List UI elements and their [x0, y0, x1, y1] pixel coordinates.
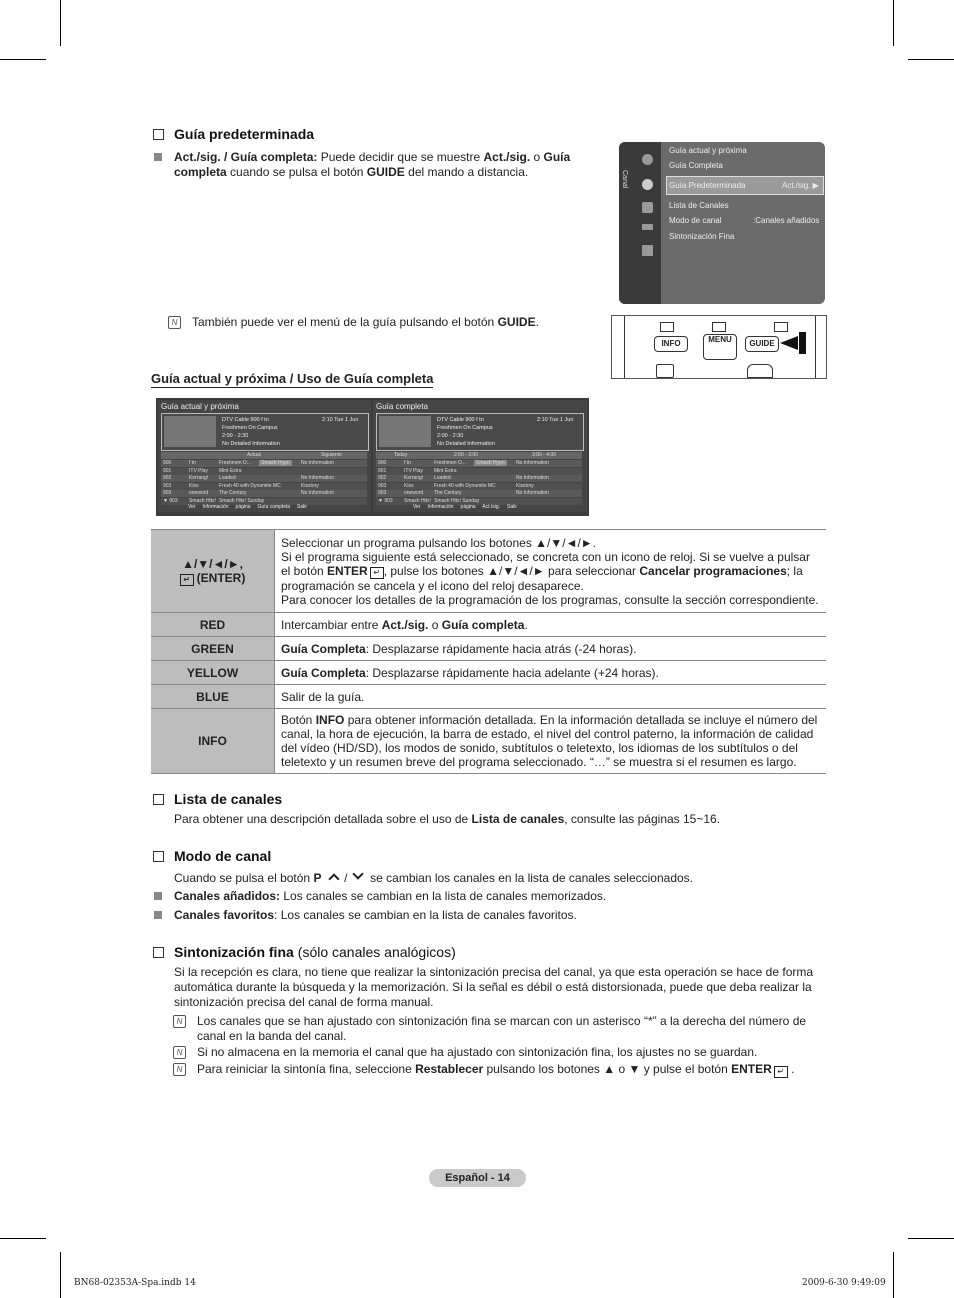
sint-paragraph: Si la recepción es clara, no tiene que realizar la sintonización precisa del canal, ya que esta operación se hace de forma automática durante la búsqueda y la memorización. Si la señal es débil o está distorsionada, puede que deba realizar la sintonización precisa del canal de forma manual. [174, 965, 814, 1009]
guide-row-channel-name: ITV Play [404, 467, 423, 474]
key-name: RED [199, 617, 226, 632]
description-text: . [524, 617, 528, 632]
key-description-cell [275, 613, 827, 637]
subsection-title: Guía actual y próxima / Uso de Guía completa [151, 371, 434, 386]
guide-info-time: 2:10 Tue 1 Jun [322, 417, 359, 423]
tv-menu-item[interactable]: Sintonización Fina [669, 232, 735, 241]
description-text: o [428, 617, 442, 632]
guide-row-current-program: Mint Extra [434, 467, 457, 474]
guide-row-channel-number: 902 [163, 475, 172, 481]
key-description-cell [275, 637, 827, 661]
key-table-row [151, 613, 826, 637]
key-description-line [281, 593, 820, 607]
checkbox-icon [153, 794, 164, 805]
key-description-line [281, 642, 820, 656]
key-table-row [151, 709, 826, 774]
input-icon [642, 224, 653, 230]
key-table-row [151, 685, 826, 709]
column-now: Actual [247, 452, 261, 458]
key-name: INFO [198, 734, 227, 748]
enter-icon: ↵ [774, 1066, 788, 1078]
crop-mark [893, 1252, 894, 1298]
emphasis-text: Guía Completa [281, 641, 366, 656]
key-name: GREEN [191, 641, 234, 656]
tv-menu-mode-value: :Canales añadidos [753, 216, 820, 225]
section-title-guia: Guía predeterminada [153, 126, 314, 142]
guide-row-channel-name: Smash Hits! [404, 497, 431, 504]
description-text: , pulse los botones ▲/▼/◄/► para seleccionar [383, 563, 640, 578]
description-text: para obtener información detallada. En la información detallada se incluye el número del canal, la hora de ejecución, la barra de estado, el nivel del control paterno, la información de calidad del vídeo (HD/SD), los modos de sonido, subtítulos o teletexto, los idiomas de los subtítulos o del teletexto y un resumen breve del programa seleccionado. “…” se muestra si el resumen es largo. [281, 713, 818, 769]
guide-row-channel-name: Kiss [189, 482, 199, 489]
guide-panel-title: Guía actual y próxima [161, 402, 239, 411]
footer-page: página [460, 504, 476, 510]
key-description-cell [275, 661, 827, 685]
key-name-2: (ENTER) [196, 570, 246, 585]
key-description-line [281, 618, 820, 632]
section-title-sintonizacion: Sintonización fina (sólo canales analógicos) [153, 944, 456, 960]
guide-row-current-program: Fresh 40 with Dynamite MC [434, 482, 496, 489]
emphasis-text: INFO [315, 713, 345, 727]
checkbox-icon [153, 129, 164, 140]
key-description-cell [275, 685, 827, 709]
guide-row-current-program: Freshmen O... [434, 460, 466, 466]
bullet-square-icon [154, 153, 162, 161]
remote-small-button[interactable] [712, 322, 726, 332]
emphasis-text: ENTER [327, 563, 368, 578]
remote-control-illustration [611, 315, 827, 379]
modo-bullet: Canales añadidos: Los canales se cambian en la lista de canales memorizados. [174, 889, 824, 904]
footer-info: Información [202, 504, 229, 510]
remote-small-button[interactable] [660, 322, 674, 332]
key-name-cell [151, 613, 275, 637]
footer-now-next: Act./sig. [482, 504, 501, 510]
guide-row[interactable] [376, 468, 582, 475]
footer-ver: Ver [188, 504, 196, 510]
exit-button[interactable] [747, 364, 773, 378]
tv-menu-item-selected[interactable]: Guía Predeterminada [669, 181, 746, 190]
footer-exit: Salir [297, 504, 308, 510]
crop-mark [893, 0, 894, 46]
column-next: Siguiente [321, 452, 342, 458]
guide-row[interactable] [376, 460, 582, 467]
guide-button[interactable]: GUIDE [745, 336, 779, 352]
guide-row-channel-number: 903 [378, 490, 387, 496]
description-text: Salir de la guía. [281, 689, 365, 704]
guide-row-channel-name: Smash Hits! [189, 497, 216, 504]
guide-row-channel-number: 903 [163, 482, 172, 489]
footer-file-name: BN68-02353A-Spa.indb 14 [74, 1278, 196, 1288]
guide-info-details: No Detailed Information [437, 441, 495, 447]
program-thumbnail [379, 416, 431, 447]
key-description-line [281, 550, 820, 593]
guide-row-current-program-2: Smash Hypn [261, 460, 290, 466]
guide-row-channel-number: 900 [163, 460, 172, 466]
guide-row-current-program: The Century [219, 490, 247, 496]
application-icon [642, 245, 653, 256]
footer-page: página [235, 504, 251, 510]
sint-note: N Si no almacena en la memoria el canal que ha ajustado con sintonización fina, los ajustes no se guardan. [197, 1045, 824, 1060]
guide-full-panel [373, 400, 587, 512]
key-name: ▲/▼/◄/►, [182, 556, 243, 571]
guia-bullet: Act./sig. / Guía completa: Puede decidir que se muestre Act./sig. o Guía completa cuando se pulsa el botón GUIDE del mando a distancia. [174, 150, 574, 180]
guide-info-channel: DTV Cable 900 f tn [222, 417, 269, 423]
emphasis-text: Guía completa [441, 617, 525, 632]
note-icon: N [173, 1063, 186, 1076]
guide-row-next-program: Kisstory [516, 482, 534, 489]
guide-info-box [376, 413, 584, 451]
guide-row-channel-number: 902 [378, 475, 387, 481]
guide-info-box [161, 413, 369, 451]
key-table-row [151, 637, 826, 661]
guide-row-current-program: Smash Hits! Sunday [434, 497, 480, 504]
key-function-table [151, 529, 826, 774]
bullet-square-icon [154, 911, 162, 919]
modo-bullet: Canales favoritos: Los canales se cambian en la lista de canales favoritos. [174, 908, 824, 923]
guide-header-row [376, 452, 582, 459]
crop-mark [0, 1238, 46, 1239]
guide-row[interactable] [161, 475, 367, 482]
tv-menu-screenshot [619, 142, 825, 304]
guide-now-next-panel [158, 400, 371, 512]
settings-icon [642, 202, 653, 213]
guide-row-next-program: No Information [301, 490, 334, 496]
column-today: Today [394, 452, 408, 458]
guide-row-channel-name: Kiss [404, 482, 414, 489]
pointer-arrow-icon [780, 336, 798, 350]
program-thumbnail [164, 416, 216, 447]
sint-note: N Los canales que se han ajustado con sintonización fina se marcan con un asterisco “*” a la derecha del número de canal en la banda del canal. [197, 1014, 824, 1044]
description-text: : Desplazarse rápidamente hacia adelante (+24 horas). [365, 665, 659, 680]
guide-row-channel-name: ITV Play [189, 467, 208, 474]
crop-mark [0, 59, 46, 60]
guide-row-channel-name: oneword [189, 490, 209, 496]
checkbox-icon [153, 851, 164, 862]
tv-menu-sidebar [619, 142, 661, 304]
crop-mark [908, 59, 954, 60]
guide-row-current-program-2: Smash Hypn [476, 460, 505, 466]
sint-note: N Para reiniciar la sintonía fina, seleccione Restablecer pulsando los botones ▲ o ▼ y pulse el botón ENTER ↵ . [197, 1062, 824, 1078]
key-name-cell [151, 661, 275, 685]
guide-row-current-program: Loaded [219, 475, 236, 481]
description-text: Seleccionar un programa pulsando los botones ▲/▼/◄/►. [281, 535, 597, 550]
tv-menu-item[interactable]: Guía actual y próxima [669, 146, 747, 155]
footer-full-guide: Guía completa [257, 504, 291, 510]
guide-row-channel-name: f tn [189, 460, 196, 466]
channel-icon [642, 179, 653, 190]
guide-row-channel-number: ▼ 903 [163, 497, 178, 504]
key-table-row [151, 530, 826, 613]
guide-info-details: No Detailed Information [222, 441, 280, 447]
key-name: BLUE [196, 689, 229, 704]
guide-row[interactable] [376, 483, 582, 490]
picture-icon [642, 154, 653, 165]
lista-paragraph: Para obtener una descripción detallada sobre el uso de Lista de canales, consulte las páginas 15~16. [174, 812, 721, 826]
column-time-1: 2:00 - 3:00 [454, 452, 478, 458]
guide-row[interactable] [376, 490, 582, 497]
pointer-bar-icon [799, 332, 806, 354]
note-icon: N [173, 1015, 186, 1028]
description-text: Para conocer los detalles de la programación de los programas, consulte la sección correspondiente. [281, 592, 819, 607]
description-text: : Desplazarse rápidamente hacia atrás (-24 horas). [365, 641, 637, 656]
modo-paragraph: Cuando se pulsa el botón P / se cambian los canales en la lista de canales seleccionados. [174, 870, 824, 886]
note-icon: N [173, 1046, 186, 1059]
section-title-modo: Modo de canal [153, 848, 271, 864]
guide-row-channel-name: Kerrang! [189, 475, 209, 481]
key-description-line [281, 713, 820, 769]
guide-row-current-program: Loaded [434, 475, 451, 481]
guide-row[interactable] [161, 483, 367, 490]
key-description-cell [275, 530, 827, 613]
guide-row-channel-number: ▼ 903 [378, 497, 393, 504]
crop-mark [60, 0, 61, 46]
key-description-line [281, 666, 820, 680]
guide-header-row [161, 452, 367, 459]
guide-info-slot: 2:00 - 2:30 [437, 433, 464, 439]
guide-row-channel-name: Kerrang! [404, 475, 424, 481]
guide-info-time: 2:10 Tue 1 Jun [537, 417, 574, 423]
tv-menu-side-label: Canal [621, 170, 628, 189]
tv-menu-selected-value: Act./sig. ▶ [782, 181, 819, 190]
guide-row-channel-number: 903 [163, 490, 172, 496]
info-button[interactable]: INFO [654, 336, 688, 352]
key-description-line [281, 536, 820, 550]
guide-row-channel-name: f tn [404, 460, 411, 466]
tv-menu-item[interactable]: Lista de Canales [669, 201, 729, 210]
menu-button[interactable]: MENU [703, 334, 737, 360]
guide-row-channel-number: 901 [378, 467, 387, 474]
guide-row[interactable] [161, 490, 367, 497]
key-name-cell [151, 685, 275, 709]
description-text: ; la programación se cancela y el icono del reloj desaparece. [281, 563, 803, 593]
checkbox-icon [153, 947, 164, 958]
guide-row[interactable] [161, 468, 367, 475]
guide-panel-title: Guía completa [376, 402, 429, 411]
emphasis-text: Guía Completa [281, 665, 366, 680]
key-name-cell [151, 637, 275, 661]
guide-row-current-program: Fresh 40 with Dynamite MC [219, 482, 281, 489]
note-icon: N [168, 316, 181, 329]
guide-row-channel-number: 900 [378, 460, 387, 466]
chevron-down-icon [352, 868, 363, 879]
guide-info-channel: DTV Cable 900 f tn [437, 417, 484, 423]
guide-row-channel-number: 901 [163, 467, 172, 474]
emphasis-text: Cancelar programaciones [639, 563, 787, 578]
guide-row-current-program: Mint Extra [219, 467, 242, 474]
guide-row-next-program: No Information [516, 475, 549, 481]
guide-row[interactable] [161, 460, 367, 467]
key-description-line [281, 690, 820, 704]
guide-row-current-program: Freshmen O... [219, 460, 251, 466]
crop-mark [908, 1238, 954, 1239]
footer-info: Información [427, 504, 454, 510]
guide-row-next-program: No Information [301, 460, 334, 466]
guide-row-next-program: No Information [516, 460, 549, 466]
guide-screenshots [156, 398, 589, 516]
emphasis-text: Act./sig. [381, 617, 429, 632]
tv-menu-item[interactable]: Guía Completa [669, 161, 723, 170]
guide-footer [188, 504, 307, 510]
description-text: Si el programa siguiente está seleccionado, se concreta con un icono de reloj. Si se vuelve a pulsar el botón [281, 549, 810, 578]
footer-exit: Salir [506, 504, 517, 510]
guide-row-channel-number: 903 [378, 482, 387, 489]
key-name: YELLOW [186, 665, 239, 680]
tv-menu-item[interactable]: Modo de canal [669, 216, 722, 225]
column-time-2: 3:00 - 4:00 [532, 452, 556, 458]
guide-info-slot: 2:00 - 2:30 [222, 433, 249, 439]
key-table-row [151, 661, 826, 685]
guide-info-program: Freshmen On Campus [222, 425, 278, 431]
enter-icon: ↵ [370, 567, 384, 579]
section-title-lista: Lista de canales [153, 791, 282, 807]
guide-footer [413, 504, 517, 510]
guide-row-channel-name: oneword [404, 490, 424, 496]
footer-ver: Ver [413, 504, 421, 510]
key-name-cell [151, 530, 275, 613]
guide-info-program: Freshmen On Campus [437, 425, 493, 431]
guide-row[interactable] [376, 475, 582, 482]
key-description-cell [275, 709, 827, 774]
return-button[interactable] [656, 364, 674, 378]
remote-small-button[interactable] [774, 322, 788, 332]
guide-row-next-program: No Information [516, 490, 549, 496]
guide-row-next-program: No Information [301, 475, 334, 481]
guide-row-current-program: Smash Hits! Sunday [219, 497, 265, 504]
description-text: Botón [281, 713, 316, 727]
key-name-cell [151, 709, 275, 774]
description-text: Intercambiar entre [281, 617, 382, 632]
guide-row-current-program: The Century [434, 490, 462, 496]
chevron-up-icon [328, 873, 339, 884]
bullet-square-icon [154, 892, 162, 900]
guide-row-next-program: Kisstory [301, 482, 319, 489]
page-number-badge: Español - 14 [429, 1169, 526, 1187]
guia-note: N También puede ver el menú de la guía pulsando el botón GUIDE. [192, 315, 592, 330]
footer-timestamp: 2009-6-30 9:49:09 [802, 1278, 886, 1288]
crop-mark [60, 1252, 61, 1298]
enter-icon: ↵ [180, 574, 194, 586]
